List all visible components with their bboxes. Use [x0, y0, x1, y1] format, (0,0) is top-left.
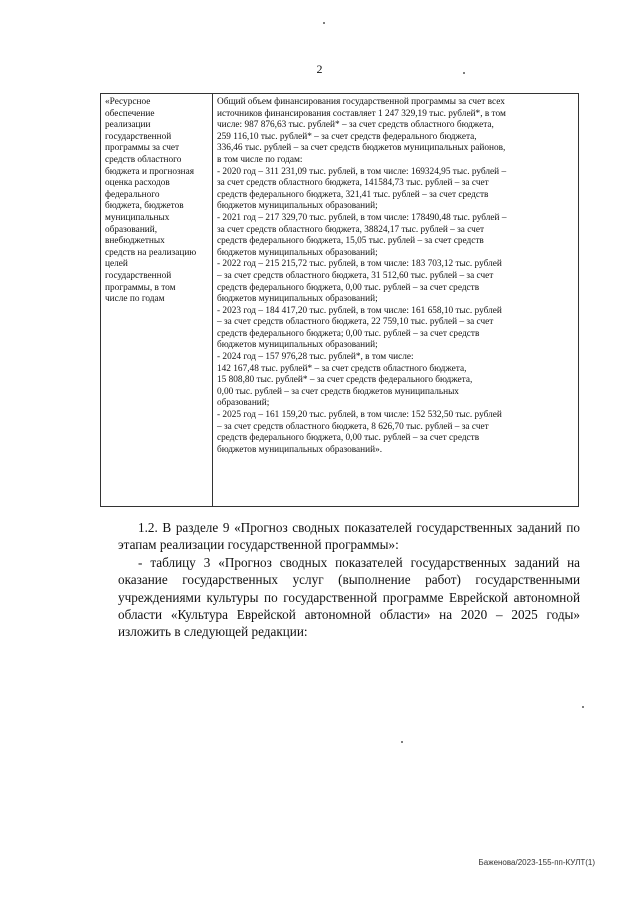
scan-speck: [463, 72, 465, 74]
table-line: бюджетов муниципальных образований».: [217, 444, 383, 455]
table-line: обеспечение: [105, 108, 155, 119]
body-text: [118, 519, 580, 641]
table-line: 336,46 тыс. рублей – за счет средств бюджетов муниципальных районов,: [217, 143, 506, 154]
table-line: средств областного: [105, 154, 182, 165]
table-line: за счет средств областного бюджета, 141584,73 тыс. рублей – за счет: [217, 178, 489, 189]
table-cell-label: [101, 94, 213, 507]
table-line: – за счет средств областного бюджета, 22 759,10 тыс. рублей – за счет: [217, 317, 494, 328]
page-number: 2: [316, 62, 323, 76]
table-line: «Ресурсное: [105, 97, 151, 107]
table-line: образований;: [217, 398, 270, 409]
table-line: бюджетов муниципальных образований;: [217, 201, 378, 212]
table-line: 259 116,10 тыс. рублей* – за счет средств федерального бюджета,: [217, 131, 477, 142]
table-line: оценка расходов: [105, 178, 170, 189]
table-row: [101, 94, 579, 507]
table-line: - 2020 год – 311 231,09 тыс. рублей, в том числе: 169324,95 тыс. рублей –: [217, 166, 507, 177]
table-line: средств федерального бюджета; 0,00 тыс. рублей – за счет средств: [217, 328, 480, 339]
table-line: средств на реализацию: [105, 247, 197, 258]
table-line: государственной: [105, 270, 172, 281]
table-line: средств федерального бюджета, 0,00 тыс. рублей – за счет средств: [217, 282, 480, 293]
table-line: бюджета и прогнозная: [105, 166, 195, 177]
table-line: источников финансирования составляет 1 247 329,19 тыс. рублей*, в том: [217, 108, 506, 119]
table-line: - 2024 год – 157 976,28 тыс. рублей*, в том числе:: [217, 352, 414, 363]
table-line: числе по годам: [105, 294, 165, 305]
table-line: внебюджетных: [105, 236, 165, 247]
table-line: – за счет средств областного бюджета, 31 512,60 тыс. рублей – за счет: [217, 270, 494, 281]
table-line: бюджетов муниципальных образований;: [217, 340, 378, 351]
table-cell-content: [213, 94, 579, 507]
table-line: - 2022 год – 215 215,72 тыс. рублей, в том числе: 183 703,12 тыс. рублей: [217, 259, 502, 270]
table-line: целей: [105, 259, 128, 270]
table-line: образований,: [105, 224, 158, 235]
table-line: бюджета, бюджетов: [105, 201, 184, 212]
table-line: в том числе по годам:: [217, 154, 303, 165]
table-line: 0,00 тыс. рублей – за счет средств бюджетов муниципальных: [217, 386, 459, 397]
table-line: государственной: [105, 131, 172, 142]
table-line: программы, в том: [105, 282, 176, 293]
table-line: 15 808,80 тыс. рублей* – за счет средств федерального бюджета,: [217, 375, 473, 386]
table-line: числе: 987 876,63 тыс. рублей* – за счет средств областного бюджета,: [217, 120, 494, 131]
scan-speck: [323, 22, 325, 24]
paragraph-section-9: 1.2. В разделе 9 «Прогноз сводных показателей государственных заданий по этапам реализации государственной программы»:: [118, 520, 580, 553]
table-line: - 2023 год – 184 417,20 тыс. рублей, в том числе: 161 658,10 тыс. рублей: [217, 305, 502, 316]
table-line: за счет средств областного бюджета, 38824,17 тыс. рублей – за счет: [217, 224, 485, 235]
table-line: бюджетов муниципальных образований;: [217, 294, 378, 305]
table-line: средств федерального бюджета, 321,41 тыс. рублей – за счет средств: [217, 189, 489, 200]
scan-speck: [582, 706, 584, 708]
table-line: средств федерального бюджета, 15,05 тыс. рублей – за счет средств: [217, 236, 484, 247]
table-line: 142 167,48 тыс. рублей* – за счет средств областного бюджета,: [217, 363, 467, 374]
document-code: Баженова/2023-155-пп-КУЛТ(1): [478, 858, 595, 867]
table-line: федерального: [105, 189, 160, 200]
table-line: программы за счет: [105, 143, 180, 154]
table-line: муниципальных: [105, 212, 170, 223]
table-line: реализации: [105, 120, 151, 131]
table-line: – за счет средств областного бюджета, 8 626,70 тыс. рублей – за счет: [217, 421, 489, 432]
table-line: средств федерального бюджета, 0,00 тыс. рублей – за счет средств: [217, 433, 480, 444]
scan-speck: [401, 741, 403, 743]
paragraph-table-3: - таблицу 3 «Прогноз сводных показателей государственных заданий на оказание государственных услуг (выполнение работ) государственными учреждениями культуры по государственной программе Еврейской автономной области «Культура Еврейской автономной области» на 2020 – 2025 годы» изложить в следующей редакции:: [118, 554, 580, 640]
table-line: - 2025 год – 161 159,20 тыс. рублей, в том числе: 152 532,50 тыс. рублей: [217, 410, 502, 421]
financing-table: [100, 93, 579, 507]
table-line: бюджетов муниципальных образований;: [217, 247, 378, 258]
table-line: - 2021 год – 217 329,70 тыс. рублей, в том числе: 178490,48 тыс. рублей –: [217, 212, 507, 223]
table-line: Общий объем финансирования государственной программы за счет всех: [217, 97, 505, 107]
